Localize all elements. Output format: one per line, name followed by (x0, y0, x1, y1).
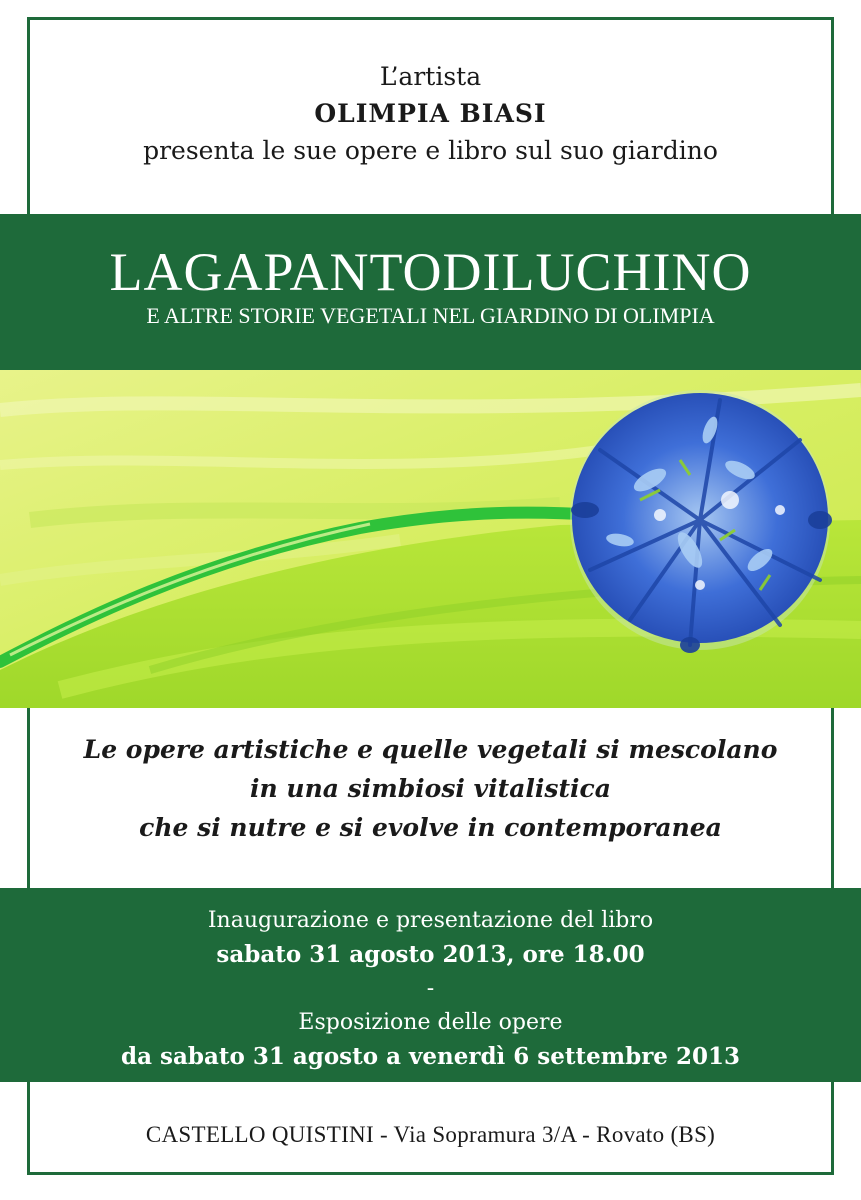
inauguration-label: Inaugurazione e presentazione del libro (207, 908, 654, 933)
quote-line: in una simbiosi vitalistica (250, 774, 611, 803)
exhibition-dates: da sabato 31 agosto a venerdì 6 settembre 2013 (121, 1043, 740, 1070)
intro-block (0, 58, 861, 169)
title-band (0, 214, 861, 370)
intro-line: L’artista (379, 62, 482, 91)
quote-block (0, 730, 861, 847)
event-info-band (0, 888, 861, 1082)
venue-address: CASTELLO QUISTINI - Via Sopramura 3/A - Rovato (BS) (145, 1122, 716, 1147)
separator: - (426, 976, 435, 1001)
subtitle: E ALTRE STORIE VEGETALI NEL GIARDINO DI OLIMPIA (146, 303, 715, 328)
painting-image (0, 370, 861, 708)
main-title: LAGAPANTODILUCHINO (109, 242, 752, 302)
exhibition-label: Esposizione delle opere (298, 1010, 563, 1035)
inauguration-date: sabato 31 agosto 2013, ore 18.00 (216, 941, 645, 968)
presents-line: presenta le sue opere e libro sul suo giardino (143, 136, 718, 165)
artist-name: OLIMPIA BIASI (314, 99, 547, 128)
quote-line: che si nutre e si evolve in contemporanea (139, 813, 722, 842)
quote-line: Le opere artistiche e quelle vegetali si mescolano (83, 735, 778, 764)
